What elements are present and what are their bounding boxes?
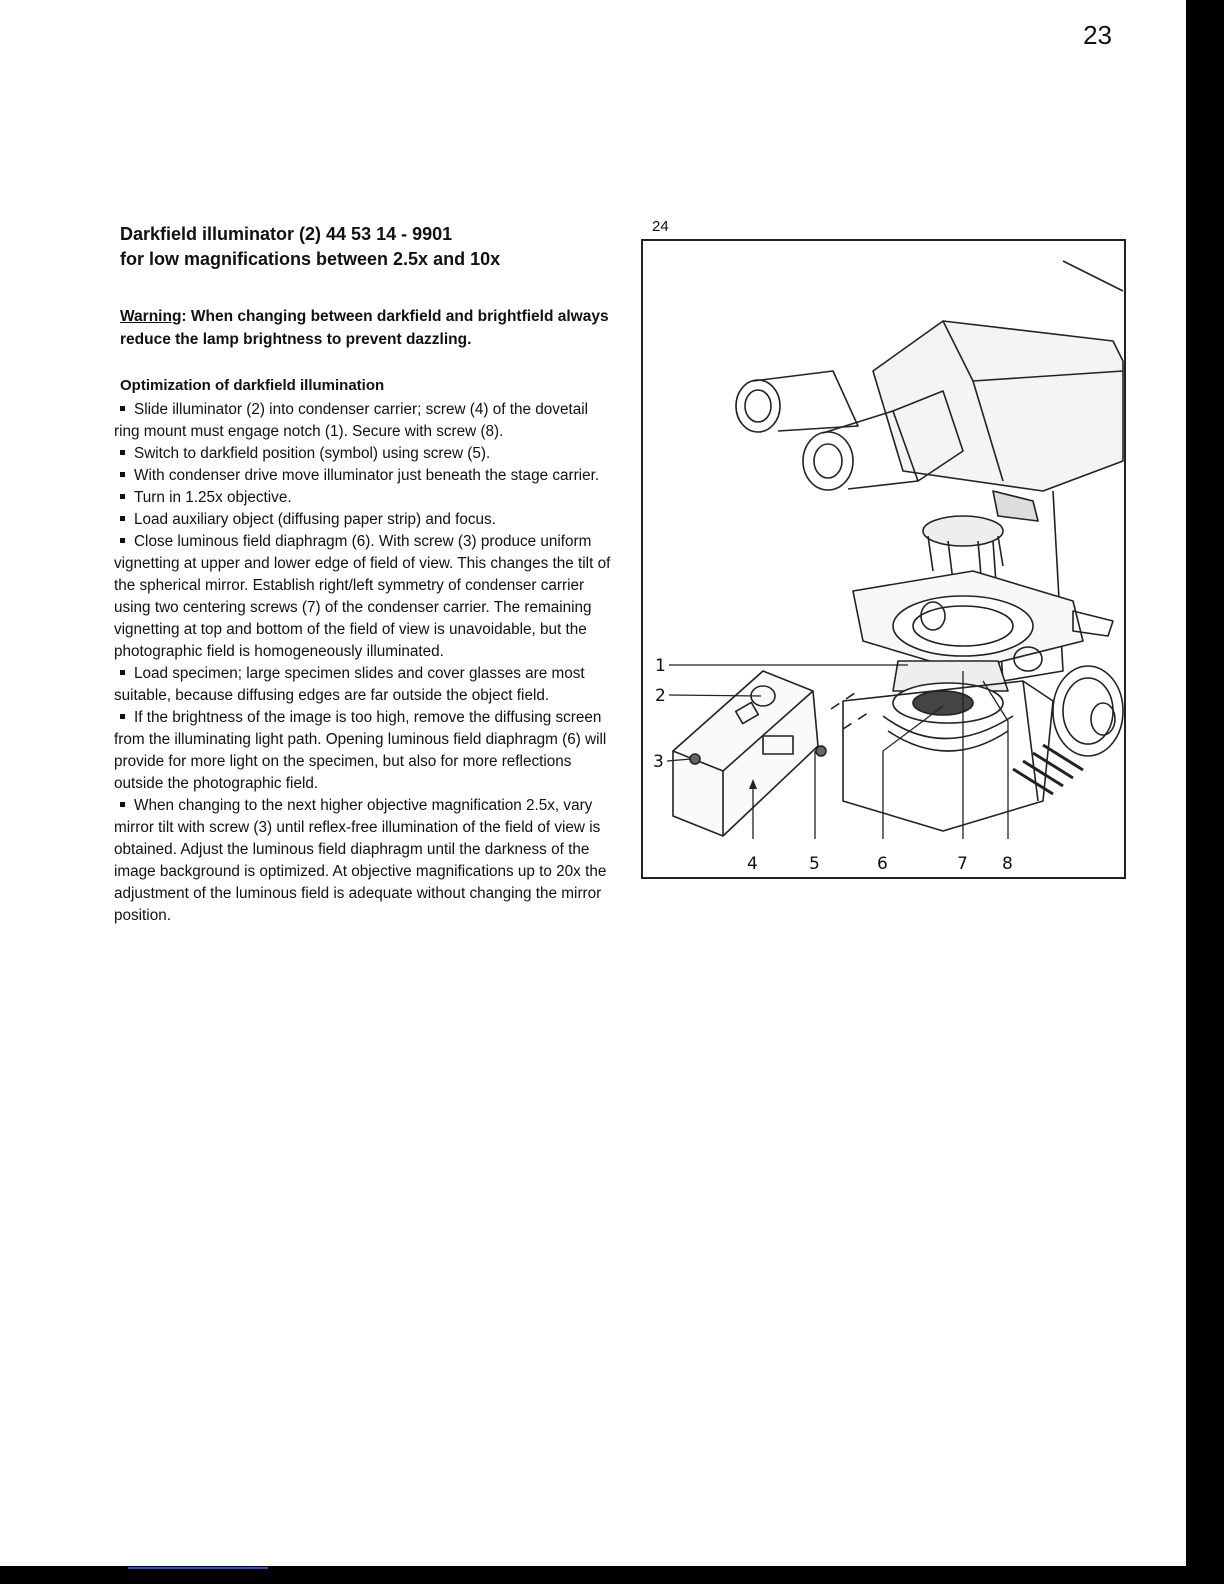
bullet-square-icon (120, 714, 125, 719)
warning-label: Warning (120, 308, 182, 325)
warning-text: : When changing between darkfield and brightfield always reduce the lamp brightness to prevent dazzling. (120, 308, 609, 348)
page-number: 23 (1083, 20, 1112, 50)
bullet-item: Switch to darkfield position (symbol) using screw (5). (114, 443, 616, 465)
page-edge-right (1186, 0, 1224, 1584)
bullet-square-icon (120, 472, 125, 477)
callout-1: 1 (655, 656, 666, 676)
callout-5: 5 (809, 854, 820, 874)
heading-line-2: for low magnifications between 2.5x and 10x (120, 249, 501, 269)
microscope-illustration (643, 241, 1124, 877)
callout-7: 7 (957, 854, 968, 874)
bullet-item: Turn in 1.25x objective. (114, 487, 616, 509)
callout-4: 4 (747, 854, 758, 874)
figure-frame (641, 239, 1126, 879)
callout-3: 3 (653, 752, 664, 772)
section-heading (120, 222, 616, 272)
bullet-square-icon (120, 516, 125, 521)
callout-2: 2 (655, 686, 666, 706)
bullet-item: If the brightness of the image is too high, remove the diffusing screen from the illuminating light path. Opening luminous field diaphragm (6) will provide for more light on the specimen, but also for more reflections outside the photographic field. (114, 709, 607, 792)
bullet-item: With condenser drive move illuminator just beneath the stage carrier. (114, 465, 616, 487)
bullet-list (112, 399, 616, 927)
warning-note (120, 305, 616, 351)
bullet-square-icon (120, 670, 125, 675)
bullet-square-icon (120, 406, 125, 411)
callout-6: 6 (877, 854, 888, 874)
bottom-link-mark (128, 1567, 268, 1569)
bullet-square-icon (120, 538, 125, 543)
bullet-item: When changing to the next higher objective magnification 2.5x, vary mirror tilt with screw (3) until reflex-free illumination of the field of view is obtained. Adjust the luminous field diaphragm until the darkness of the image background is optimized. At objective magnifications up to 20x the adjustment of the luminous field is adequate without changing the mirror position. (114, 797, 607, 924)
bullet-item: Close luminous field diaphragm (6). With screw (3) produce uniform vignetting at upper and lower edge of field of view. This changes the tilt of the spherical mirror. Establish right/left symmetry of condenser carrier using two centering screws (7) of the condenser carrier. The remaining vignetting at top and bottom of the field of view is unavoidable, but the photographic field is homogeneously illuminated. (114, 533, 611, 660)
bullet-item: Slide illuminator (2) into condenser carrier; screw (4) of the dovetail ring mount must engage notch (1). Secure with screw (8). (114, 401, 588, 440)
heading-line-1: Darkfield illuminator (2) 44 53 14 - 9901 (120, 224, 453, 244)
bullet-square-icon (120, 450, 125, 455)
bullet-square-icon (120, 802, 125, 807)
optimization-title: Optimization of darkfield illumination (120, 377, 385, 394)
bullet-item: Load specimen; large specimen slides and cover glasses are most suitable, because diffusing edges are far outside the object field. (114, 665, 585, 704)
bullet-item: Load auxiliary object (diffusing paper strip) and focus. (114, 509, 616, 531)
bullet-square-icon (120, 494, 125, 499)
figure-number: 24 (652, 218, 669, 235)
text-column (112, 222, 616, 927)
callout-8: 8 (1002, 854, 1013, 874)
